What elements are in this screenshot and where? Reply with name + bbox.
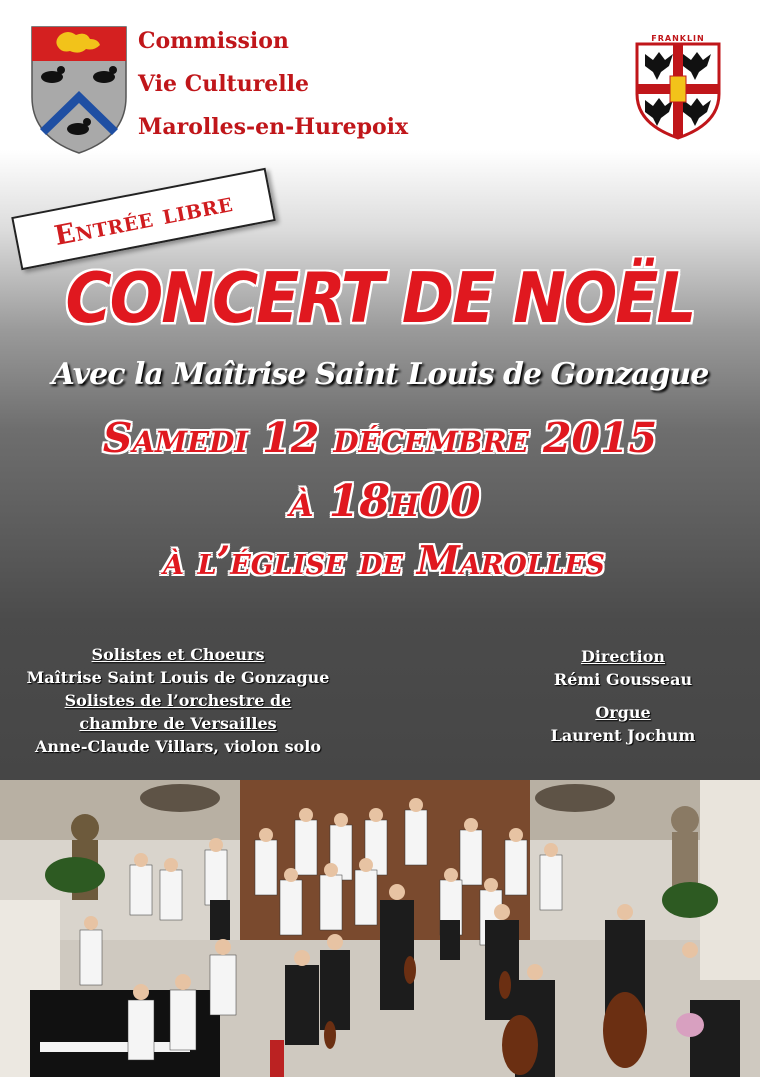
direction-heading: Direction [580, 647, 666, 666]
choir-heading: Solistes et Choeurs [91, 645, 265, 664]
choir-photo-illustration [0, 780, 760, 1077]
concert-title: CONCERT DE NOËL [65, 258, 695, 339]
violin-soloist: Anne-Claude Villars, violon solo [35, 737, 321, 756]
concert-time: à 18h00 [289, 476, 481, 527]
organizer-line-3: Marolles-en-Hurepoix [138, 114, 409, 140]
choir-photo [0, 780, 760, 1077]
orchestra-heading-line2: chambre de Versailles [79, 714, 277, 733]
free-entry-label: Entrée libre [51, 186, 236, 252]
franklin-crest-icon [633, 32, 723, 140]
organizer-name [138, 20, 408, 149]
direction-credits [510, 645, 736, 747]
concert-place: à l’église de Marolles [163, 538, 605, 584]
choir-name: Maîtrise Saint Louis de Gonzague [26, 668, 330, 687]
concert-date: Samedi 12 décembre 2015 [102, 414, 658, 462]
organist-name: Laurent Jochum [550, 726, 696, 745]
performers-credits [0, 643, 356, 758]
svg-text:FRANKLIN: FRANKLIN [651, 34, 705, 43]
concert-subtitle: Avec la Maîtrise Saint Louis de Gonzague [51, 357, 709, 392]
director-name: Rémi Gousseau [553, 670, 693, 689]
marolles-coat-of-arms [30, 25, 128, 155]
free-entry-badge [11, 168, 276, 270]
orchestra-heading-line1: Solistes de l’orchestre de [64, 691, 292, 710]
organ-heading: Orgue [595, 703, 651, 722]
organizer-line-1: Commission [138, 28, 289, 54]
franklin-logo [633, 32, 723, 140]
organizer-line-2: Vie Culturelle [138, 71, 310, 97]
marolles-coat-of-arms-icon [30, 25, 128, 155]
